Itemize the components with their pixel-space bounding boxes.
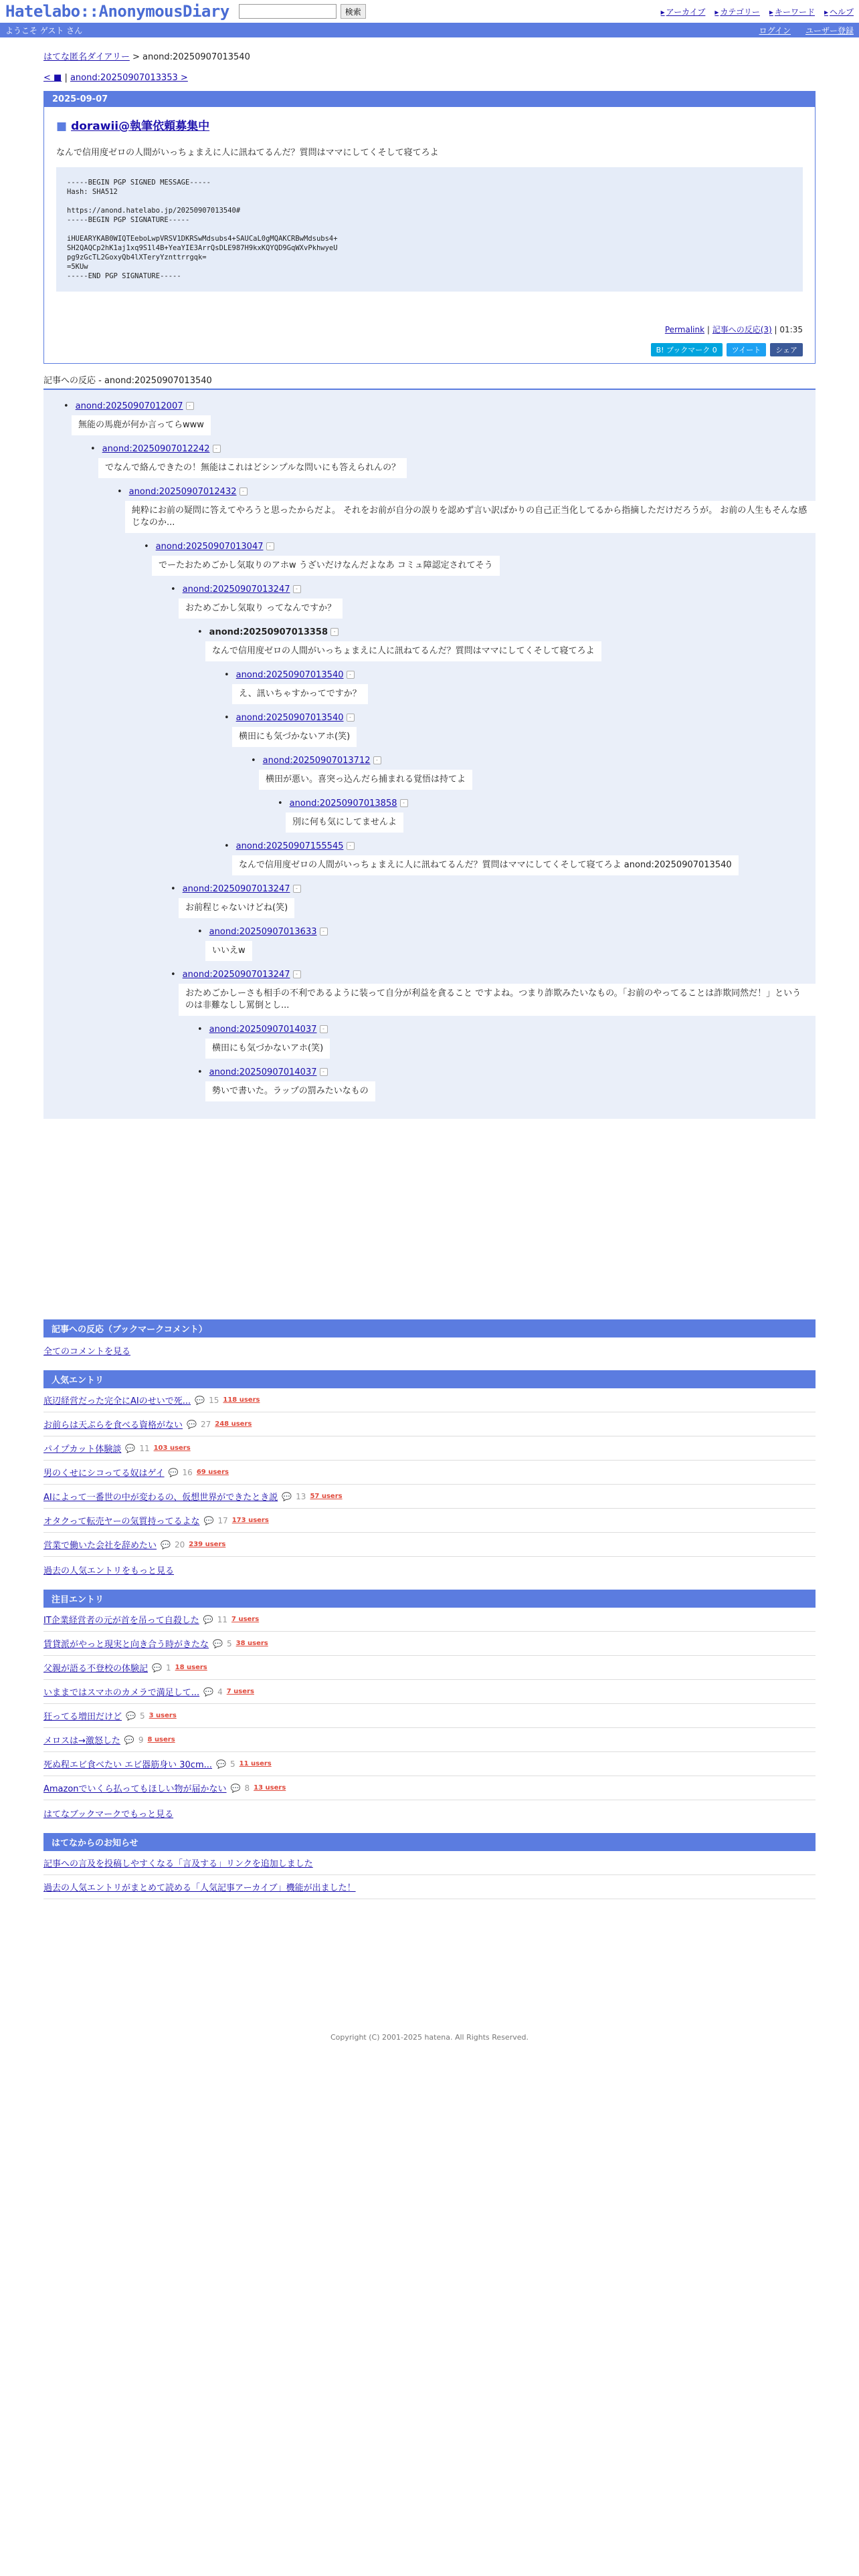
comment-icon: 💬 [216, 1759, 226, 1769]
reaction-link[interactable]: • anond:20250907013633 [209, 926, 317, 937]
reaction-link[interactable]: • anond:20250907013858 [289, 798, 397, 809]
bookmark-users[interactable]: 103 users [153, 1444, 191, 1452]
comment-count: 4 [217, 1687, 223, 1697]
collapse-toggle-icon[interactable]: - [293, 585, 301, 593]
entry-row [43, 1461, 816, 1485]
collapse-toggle-icon[interactable]: - [293, 970, 301, 978]
reaction-item [197, 1065, 816, 1105]
entry-link[interactable]: 男のくせにシコってる奴はゲイ [43, 1469, 165, 1479]
comment-icon: 💬 [168, 1467, 179, 1477]
reaction-text: 勢いで書いた。ラップの罰みたいなもの [205, 1081, 375, 1101]
entry-title-link[interactable]: dorawii@執筆依頼募集中 [71, 120, 210, 133]
reaction-header [171, 882, 816, 895]
entry-link[interactable]: IT企業経営者の元が首を吊って自殺した [43, 1616, 199, 1626]
footer-copyright: Copyright (C) 2001-2025 hatena. All Rights Reserved. [330, 2033, 529, 2042]
collapse-toggle-icon[interactable]: - [347, 671, 355, 679]
collapse-toggle-icon[interactable]: - [373, 756, 381, 764]
reaction-header [224, 839, 816, 853]
reaction-item [197, 625, 816, 665]
comment-icon: 💬 [187, 1419, 197, 1429]
site-logo[interactable]: Hatelabo::AnonymousDiary [5, 2, 229, 21]
reaction-link[interactable]: • anond:20250907155545 [235, 841, 344, 851]
reaction-heading: 記事への反応 - anond:20250907013540 [43, 364, 816, 390]
breadcrumb-current: anond:20250907013540 [142, 52, 250, 62]
reaction-header [197, 1065, 816, 1079]
reaction-text: 横田にも気づかないアホ(笑) [232, 727, 357, 747]
reaction-header [197, 925, 816, 938]
entry-link[interactable]: 父親が語る不登校の体験記 [43, 1664, 149, 1674]
prev-link[interactable]: < ■ [43, 73, 62, 83]
user-bar [0, 23, 859, 37]
comment-count: 16 [182, 1467, 193, 1477]
bookmark-users[interactable]: 13 users [254, 1784, 286, 1792]
reaction-text: でなんで絡んできたの！無能はこれはどシンプルな問いにも答えられんの？ [98, 458, 407, 478]
bookmark-users[interactable]: 11 users [239, 1760, 272, 1767]
reaction-link[interactable]: • anond:20250907014037 [209, 1024, 317, 1035]
bookmark-users[interactable]: 38 users [235, 1640, 268, 1647]
reaction-link[interactable]: • anond:20250907013247 [182, 969, 290, 980]
bookmark-users[interactable]: 18 users [175, 1664, 207, 1671]
entry-title [56, 116, 803, 133]
bookmark-users[interactable]: 3 users [149, 1712, 177, 1719]
collapse-toggle-icon[interactable]: - [347, 714, 355, 722]
reaction-link[interactable]: • anond:20250907013247 [182, 883, 290, 894]
next-link[interactable]: anond:20250907013353 > [70, 73, 188, 83]
register-link[interactable]: ユーザー登録 [805, 25, 854, 35]
reaction-link[interactable]: • anond:20250907012242 [102, 443, 210, 454]
reaction-header [171, 582, 816, 596]
bookmark-users[interactable]: 69 users [196, 1469, 229, 1476]
reaction-item [144, 540, 816, 580]
news-item[interactable]: 過去の人気エントリがまとめて読める「人気記事アーカイブ」機能が出ました！ [43, 1883, 356, 1893]
search-input[interactable] [239, 4, 337, 19]
comment-icon: 💬 [203, 1687, 214, 1697]
permalink[interactable]: Permalink [664, 325, 705, 334]
reaction-link[interactable]: • anond:20250907013540 [235, 712, 344, 723]
entry-link[interactable]: パイプカット体験談 [43, 1444, 122, 1455]
reaction-item [224, 711, 816, 751]
entry-link[interactable]: いままではスマホのカメラで満足して... [43, 1688, 200, 1698]
entry-row [43, 1704, 816, 1728]
comment-icon: 💬 [125, 1443, 136, 1453]
comment-icon: 💬 [152, 1662, 162, 1673]
comment-count: 13 [296, 1491, 306, 1501]
comment-icon: 💬 [126, 1711, 136, 1721]
reaction-header [64, 399, 816, 413]
entry-row [43, 1656, 816, 1680]
entry-link[interactable]: 底辺経営だった完全にAIのせいで死... [43, 1396, 191, 1406]
news-item[interactable]: 記事への言及を投稿しやすくなる「言及する」リンクを追加しました [43, 1859, 313, 1869]
entry-row [43, 1436, 816, 1461]
reaction-item [278, 796, 816, 837]
reaction-link[interactable]: • anond:20250907013047 [155, 541, 264, 552]
comment-icon: 💬 [161, 1539, 171, 1549]
reaction-item [197, 1023, 816, 1063]
news-section-header: はてなからのお知らせ [43, 1833, 816, 1851]
reaction-item [224, 668, 816, 708]
bookmark-users[interactable]: 239 users [189, 1541, 226, 1548]
entry-row [43, 1728, 816, 1752]
breadcrumb-home[interactable]: はてな匿名ダイアリー [43, 52, 130, 62]
tweet-button[interactable]: ツイート [727, 343, 766, 356]
popular-list [43, 1388, 816, 1557]
comment-count: 5 [226, 1638, 232, 1648]
reaction-header [224, 711, 816, 724]
reaction-item [90, 442, 816, 482]
collapse-toggle-icon[interactable]: - [240, 488, 248, 496]
comment-icon: 💬 [203, 1614, 213, 1624]
bookmark-users[interactable]: 118 users [223, 1396, 260, 1404]
reaction-header [197, 625, 816, 639]
collapse-toggle-icon[interactable]: - [186, 402, 194, 410]
reaction-header [90, 442, 816, 455]
entry-row [43, 1632, 816, 1656]
reaction-header [197, 1023, 816, 1036]
reactions-link[interactable]: 記事への反応(3) [712, 325, 772, 334]
entry-date: 2025-09-07 [44, 92, 815, 107]
entry-time: 01:35 [779, 325, 803, 334]
bookmark-section-header: 記事への反応（ブックマークコメント） [43, 1319, 816, 1337]
reaction-item [171, 882, 816, 922]
comment-count: 27 [200, 1419, 211, 1429]
comment-count: 1 [165, 1662, 171, 1673]
search-button[interactable]: 検索 [341, 4, 366, 19]
reaction-header [117, 485, 816, 498]
main-content [43, 37, 816, 2042]
entry-link[interactable]: AIによって一番世の中が変わるの、仮想世界ができたとき説 [43, 1493, 278, 1503]
pgp-block: -----BEGIN PGP SIGNED MESSAGE----- Hash: SHA512 https://anond.hatelabo.jp/20250907013540# -----BEGIN PGP SIGNATURE----- iHUEARYKAB0WIQTEeboLwpVRSV1DKRSwMdsubs4+SAUCaL0gMQAKCRBwMdsubs4+ SH2QAQCp2hK1aj1xq9S1l4B+YeaYIE3ArrQsDLE987H9kxKQYQD9GqWXvPkhwyeU pg9zGcTL2GoxyQb4lXTeryYznttrrgqk= =5KUw -----END PGP SIGNATURE----- [56, 167, 803, 292]
entry-link[interactable]: 狂ってる増田だけど [43, 1712, 122, 1722]
login-link[interactable]: ログイン [759, 25, 791, 35]
reaction-text: なんで信用度ゼロの人間がいっちょまえに人に訊ねてるんだ？質問はママにしてくそして寝てろよ [205, 641, 601, 661]
reaction-link[interactable]: • anond:20250907013247 [182, 584, 290, 595]
entry-row [43, 1388, 816, 1412]
nav-help[interactable]: ▸ ヘルプ [824, 6, 854, 17]
reaction-text: 横田が悪い。喜突っ込んだら捕まれる覚悟は持てよ [259, 770, 472, 790]
reaction-text: 横田にも気づかないアホ(笑) [205, 1039, 330, 1059]
comment-count: 15 [209, 1395, 219, 1405]
reaction-link[interactable]: • anond:20250907013540 [235, 669, 344, 680]
collapse-toggle-icon[interactable]: - [293, 885, 301, 893]
bookmark-users[interactable]: 7 users [231, 1616, 260, 1623]
reaction-text: おためごかし気取り ってなんですか？ [179, 599, 343, 619]
entry-row [43, 1533, 816, 1557]
reaction-tree [43, 390, 816, 1119]
entry-row [43, 1485, 816, 1509]
popular-section-header: 人気エントリ [43, 1370, 816, 1388]
reaction-header [224, 668, 816, 681]
bookmark-users[interactable]: 57 users [310, 1493, 343, 1500]
popular-more-link[interactable]: 過去の人気エントリをもっと見る [43, 1566, 175, 1576]
square-icon: ■ [56, 120, 68, 133]
notice-list [43, 1608, 816, 1800]
reaction-link[interactable]: • anond:20250907012432 [128, 486, 237, 497]
welcome-text: ようこそ ゲスト さん [5, 25, 83, 35]
reaction-text: 無能の馬鹿が何か言ってらwww [72, 415, 211, 435]
bookmark-users[interactable]: 8 users [147, 1736, 175, 1743]
entry-text: なんで信用度ゼロの人間がいっちょまえに人に訊ねてるんだ？質問はママにしてくそして寝てろよ [56, 148, 439, 158]
notice-more-link[interactable]: はてなブックマークでもっと見る [43, 1810, 174, 1820]
comment-count: 20 [174, 1539, 185, 1549]
entry-link[interactable]: 営業で働いた会社を辞めたい [43, 1541, 157, 1551]
reaction-header [251, 754, 816, 767]
reaction-link: • anond:20250907013358 [209, 627, 328, 637]
entry-row [43, 1680, 816, 1704]
reaction-item [171, 582, 816, 623]
collapse-toggle-icon[interactable]: - [347, 842, 355, 850]
top-nav [661, 6, 854, 17]
bookmark-users[interactable]: 173 users [231, 1517, 269, 1524]
reaction-text: でーたおためごかし気取りのアホw うざいだけなんだよなあ コミュ障認定されてそう [152, 556, 500, 576]
reaction-text: え、訊いちゃすかってですか？ [232, 684, 368, 704]
reaction-header [171, 968, 816, 981]
comment-icon: 💬 [282, 1491, 292, 1501]
reaction-item [171, 968, 816, 1020]
comment-icon: 💬 [203, 1515, 214, 1525]
comment-count: 11 [217, 1614, 228, 1624]
breadcrumb: はてな匿名ダイアリー > anond:20250907013540 [43, 52, 250, 62]
facebook-share-button[interactable]: シェア [770, 343, 803, 356]
entry-row [43, 1752, 816, 1776]
comment-count: 8 [244, 1783, 250, 1793]
all-comments-link[interactable]: 全てのコメントを見る [43, 1347, 131, 1357]
collapse-toggle-icon[interactable]: - [330, 628, 339, 636]
reaction-item [64, 399, 816, 439]
collapse-toggle-icon[interactable]: - [266, 542, 274, 550]
share-buttons [56, 343, 803, 356]
comment-count: 5 [229, 1759, 235, 1769]
entry-link[interactable]: Amazonでいくら払ってもほしい物が届かない [43, 1784, 227, 1794]
comment-count: 9 [138, 1735, 144, 1745]
nav-archive[interactable]: ▸ アーカイブ [661, 6, 706, 17]
notice-section-header: 注目エントリ [43, 1590, 816, 1608]
nav-keyword[interactable]: ▸ キーワード [769, 6, 815, 17]
hatena-bookmark-button[interactable]: B! ブックマーク 0 [651, 343, 723, 356]
collapse-toggle-icon[interactable]: - [320, 1068, 328, 1076]
entry-link[interactable]: メロスは→激怒した [43, 1736, 120, 1746]
reaction-link[interactable]: • anond:20250907014037 [209, 1067, 317, 1077]
top-bar [0, 0, 859, 23]
reaction-text: なんで信用度ゼロの人間がいっちょまえに人に訊ねてるんだ？質問はママにしてくそして寝てろよ anond:20250907013540 [232, 855, 739, 875]
comment-icon: 💬 [213, 1638, 223, 1648]
reaction-item [197, 925, 816, 965]
reaction-header [278, 796, 816, 810]
pager: < ■ | anond:20250907013353 > [43, 73, 188, 83]
comment-icon: 💬 [230, 1783, 241, 1793]
reaction-text: いいえw [205, 941, 252, 961]
reaction-item [117, 485, 816, 537]
entry-link[interactable]: 賃貸派がやっと現実と向き合う時がきたな [43, 1640, 209, 1650]
reaction-link[interactable]: • anond:20250907013712 [262, 755, 371, 766]
reaction-item [224, 839, 816, 879]
entry-row [43, 1776, 816, 1800]
nav-category[interactable]: ▸ カテゴリー [714, 6, 760, 17]
reaction-text: 別に何も気にしてませんよ [286, 813, 403, 833]
entry-link[interactable]: お前らは天ぷらを食べる資格がない [43, 1420, 183, 1430]
comment-count: 17 [217, 1515, 228, 1525]
reaction-link[interactable]: • anond:20250907012007 [75, 401, 183, 411]
collapse-toggle-icon[interactable]: - [213, 445, 221, 453]
reaction-item [251, 754, 816, 794]
collapse-toggle-icon[interactable]: - [320, 1025, 328, 1033]
entry-meta: Permalink | 記事への反応(3) | 01:35 [664, 325, 803, 334]
collapse-toggle-icon[interactable]: - [400, 799, 408, 807]
comment-icon: 💬 [124, 1735, 134, 1745]
comment-count: 5 [139, 1711, 145, 1721]
entry-link[interactable]: 死ぬ程エビ食べたい エビ器筋身い 30cm... [43, 1760, 213, 1770]
comment-icon: 💬 [195, 1395, 205, 1405]
entry-link[interactable]: オタクって転売ヤーの気質持ってるよな [43, 1517, 200, 1527]
reaction-text: お前程じゃないけどね(笑) [179, 898, 294, 918]
reaction-text: 純粋にお前の疑問に答えてやろうと思ったからだよ。 それをお前が自分の誤りを認めず言い訳ばかりの自己正当化してるから指摘しただけだろうが。 お前の人生もそんな感じなのか... [125, 501, 816, 533]
entry-row [43, 1608, 816, 1632]
entry-row [43, 1412, 816, 1436]
collapse-toggle-icon[interactable]: - [320, 928, 328, 936]
bookmark-users[interactable]: 7 users [226, 1688, 254, 1695]
entry-row [43, 1509, 816, 1533]
entry-box [43, 91, 816, 364]
reaction-text: おためごかしーさも相手の不利であるように装って自分が利益を貪ること ですよね。つまり詐欺みたいなもの。「お前のやってることは詐欺同然だ！」というのは非難なしし罵倒とし... [179, 984, 816, 1016]
reaction-header [144, 540, 816, 553]
bookmark-users[interactable]: 248 users [215, 1420, 252, 1428]
comment-count: 11 [139, 1443, 150, 1453]
